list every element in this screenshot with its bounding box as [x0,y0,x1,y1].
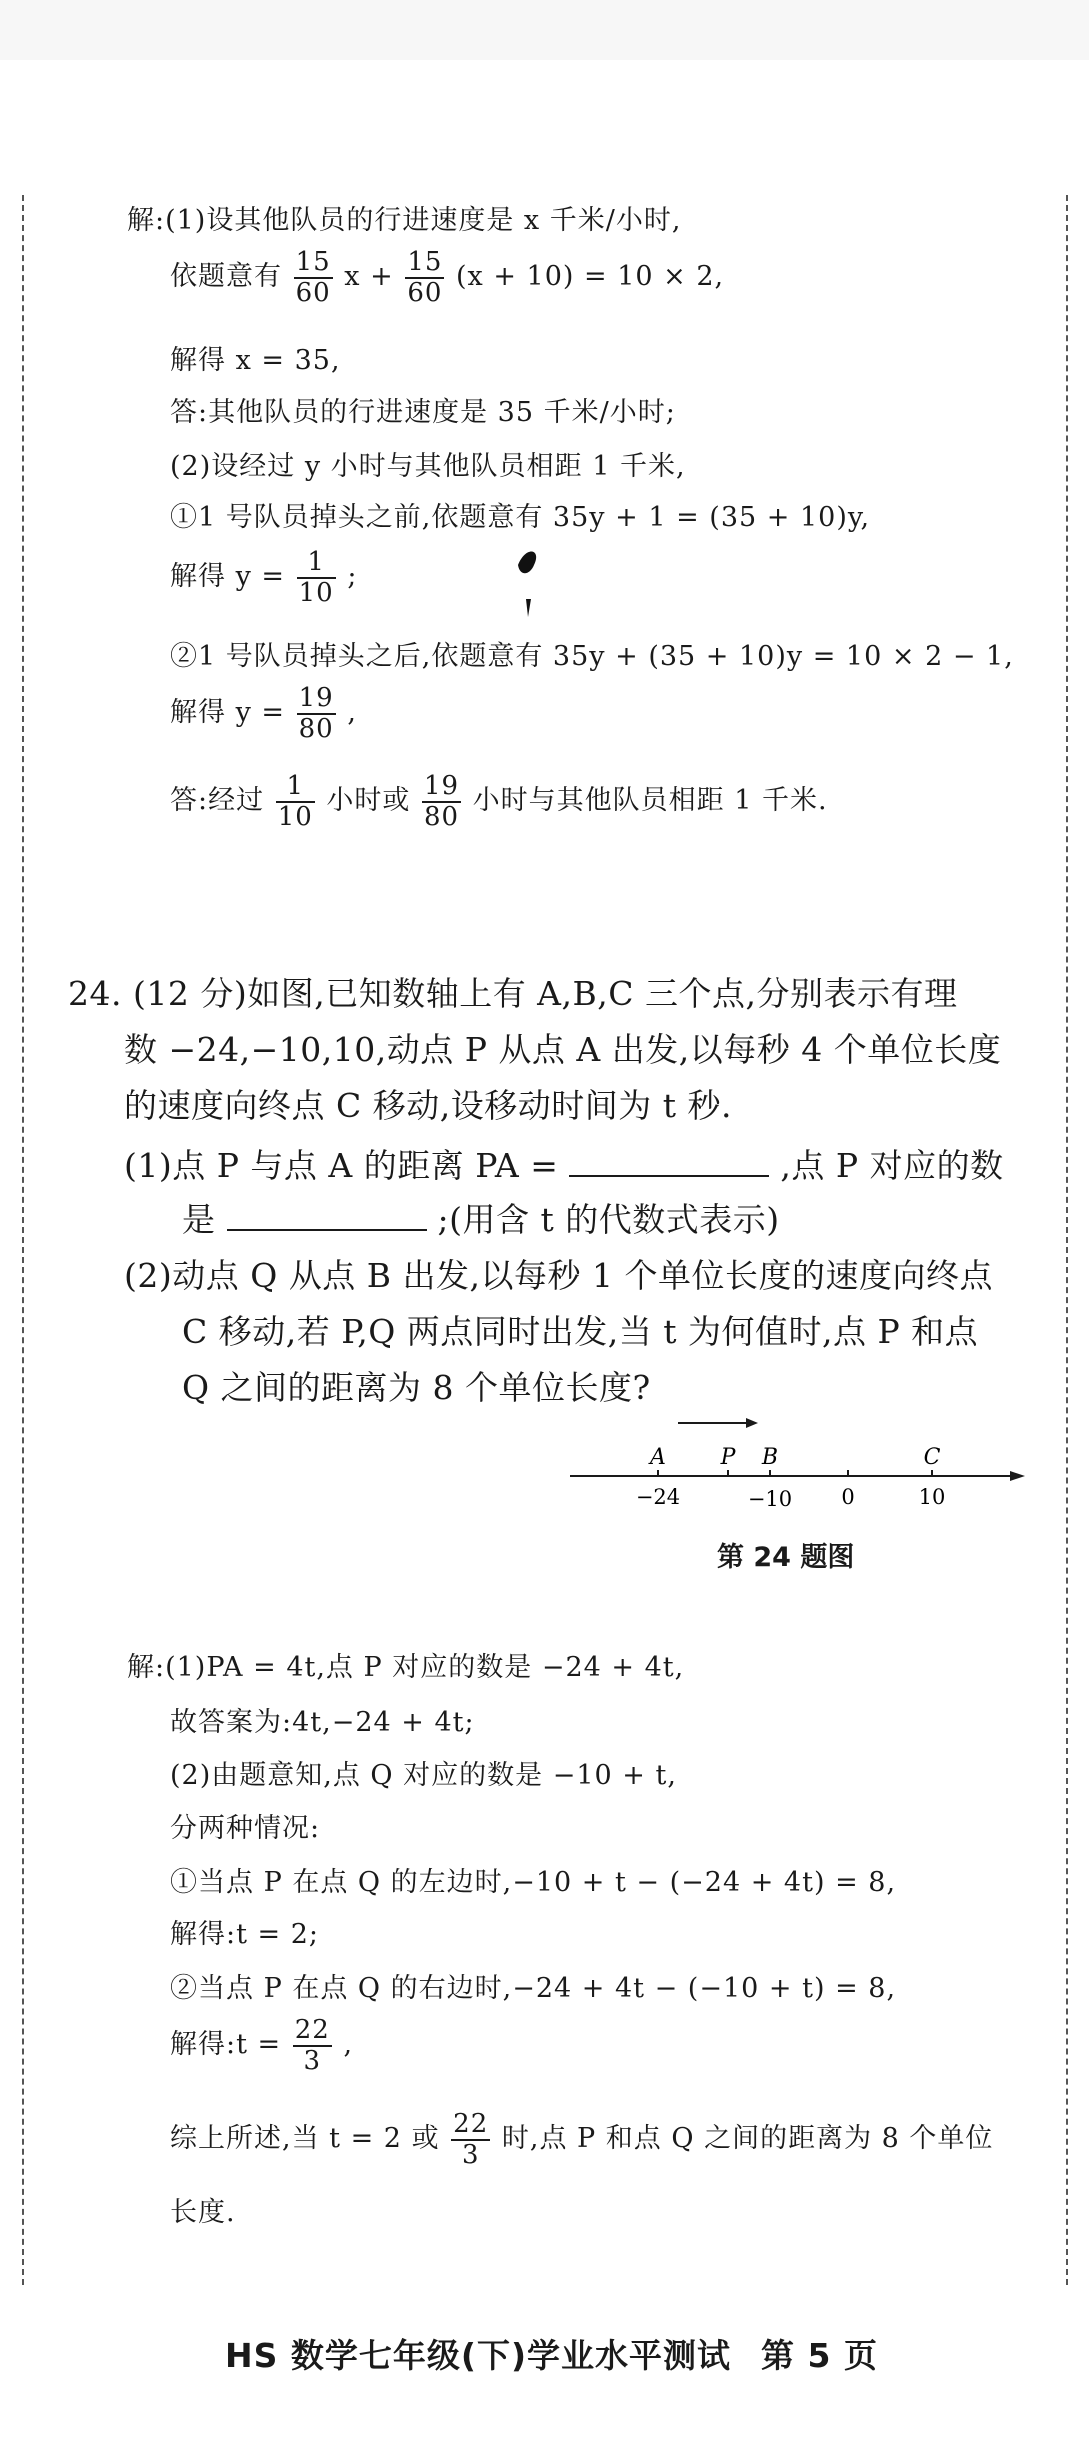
sol23-line-1: 解:(1)设其他队员的行进速度是 x 千米/小时, [127,205,682,236]
sol23-line-3: 解得 x = 35, [170,345,341,376]
sol23-line-9: 解得 y = $\frac{19}{80}$ , [170,683,357,744]
fraction-22-3: $\frac{22}{3}$ [294,2015,330,2076]
sol23-line-10: 答:经过 $\frac{1}{10}$ 小时或 $\frac{19}{80}$ 小时与其他队员相距 1 千米. [170,771,828,832]
sol23-line-6: ①1 号队员掉头之前,依题意有 35y + 1 = (35 + 10)y, [170,502,871,533]
sol24-line-2: 故答案为:4t,−24 + 4t; [170,1707,475,1738]
sol24-line-8: 解得:t = $\frac{22}{3}$ , [170,2015,354,2076]
fraction-19-80: $\frac{19}{80}$ [298,683,334,744]
page-number: 第 5 页 [761,2336,878,2375]
motion-arrow [678,1418,758,1428]
point-label-a: A [650,1445,666,1470]
point-label-c: C [923,1445,941,1470]
page-footer [225,2330,878,2377]
answer-blank-pa[interactable] [569,1171,769,1177]
footer-title: HS 数学七年级(下)学业水平测试 [225,2336,732,2375]
sol24-line-4: 分两种情况: [170,1813,321,1844]
left-cut-line [22,195,24,2285]
number-axis [570,1471,1025,1481]
top-shadow [0,0,1089,60]
number-line-figure [570,1408,1030,1518]
sol23-line-8: ②1 号队员掉头之后,依题意有 35y + (35 + 10)y = 10 × 2 − 1, [170,641,1014,672]
fraction-22-3-b: $\frac{22}{3}$ [453,2109,489,2170]
sol24-line-1: 解:(1)PA = 4t,点 P 对应的数是 −24 + 4t, [127,1652,685,1683]
sol24-line-3: (2)由题意知,点 Q 对应的数是 −10 + t, [170,1760,677,1791]
tick-label-10: 10 [918,1485,946,1509]
sol23-line-4: 答:其他队员的行进速度是 35 千米/小时; [170,397,676,428]
q24-line-3: 的速度向终点 C 移动,设移动时间为 t 秒. [124,1086,732,1125]
sol24-line-9: 综上所述,当 t = 2 或 $\frac{22}{3}$ 时,点 P 和点 Q 之间的距离为 8 个单位 [170,2109,994,2170]
sol23-line-5: (2)设经过 y 小时与其他队员相距 1 千米, [170,451,686,482]
tick-label-minus10: −10 [747,1487,793,1511]
fraction-15-60-a: $\frac{15}{60}$ [295,247,331,308]
ink-stain [508,535,548,625]
point-label-p: P [720,1445,736,1470]
q24-line-2: 数 −24,−10,10,动点 P 从点 A 出发,以每秒 4 个单位长度 [124,1030,1002,1069]
sol24-line-5: ①当点 P 在点 Q 的左边时,−10 + t − (−24 + 4t) = 8, [170,1867,897,1898]
fraction-15-60-b: $\frac{15}{60}$ [407,247,443,308]
fraction-1-10: $\frac{1}{10}$ [298,547,334,608]
point-label-b: B [761,1445,779,1470]
q24-line-1: 24. (12 分)如图,已知数轴上有 A,B,C 三个点,分别表示有理 [68,974,958,1013]
q24-part1-line-1: (1)点 P 与点 A 的距离 PA = ,点 P 对应的数 [124,1146,1004,1185]
q24-part2-line-2: C 移动,若 P,Q 两点同时出发,当 t 为何值时,点 P 和点 [182,1312,979,1351]
q24-part2-line-1: (2)动点 Q 从点 B 出发,以每秒 1 个单位长度的速度向终点 [124,1256,993,1295]
fraction-1-10-b: $\frac{1}{10}$ [277,771,313,832]
figure-caption: 第 24 题图 [717,1542,855,1573]
right-cut-line [1066,195,1068,2285]
q24-part2-line-3: Q 之间的距离为 8 个单位长度? [182,1368,651,1407]
sol24-line-10: 长度. [170,2197,236,2228]
sol23-line-7: 解得 y = $\frac{1}{10}$ ; [170,547,358,608]
sol23-line-2: 依题意有 $\frac{15}{60}$ x + $\frac{15}{60}$ (x + 10) = 10 × 2, [170,247,725,308]
sol24-line-7: ②当点 P 在点 Q 的右边时,−24 + 4t − (−10 + t) = 8, [170,1973,897,2004]
q24-part1-line-2: 是 ;(用含 t 的代数式表示) [182,1200,780,1239]
fraction-19-80-b: $\frac{19}{80}$ [423,771,460,832]
sol24-line-6: 解得:t = 2; [170,1919,320,1950]
tick-label-minus24: −24 [635,1485,681,1509]
tick-label-0: 0 [841,1485,855,1509]
answer-blank-p-number[interactable] [227,1225,427,1231]
